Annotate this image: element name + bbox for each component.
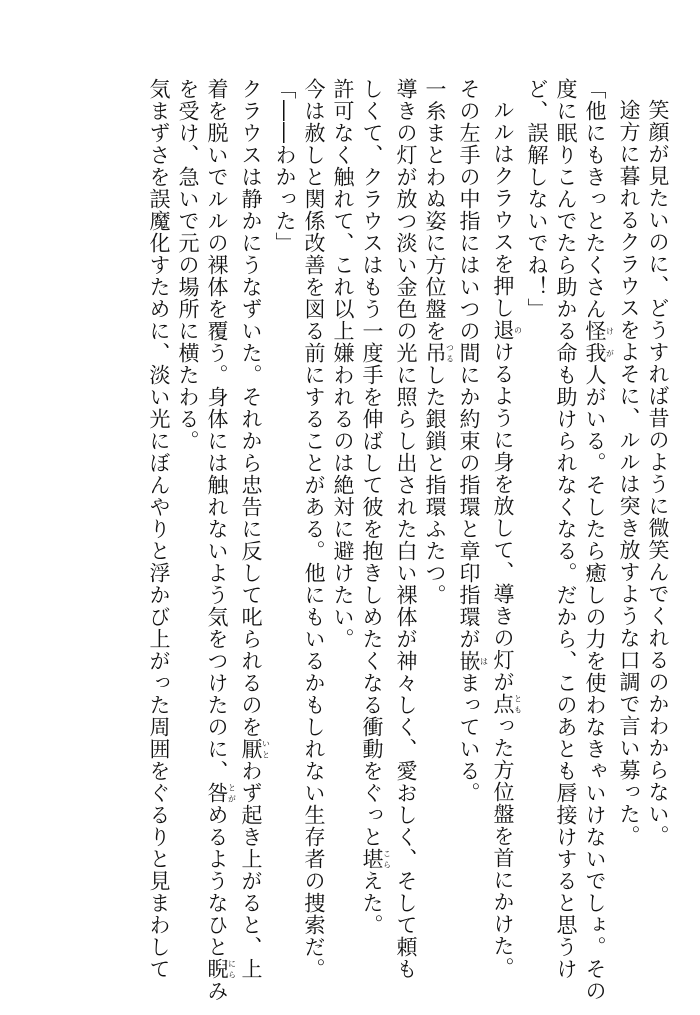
ruby-text: こら bbox=[382, 848, 392, 870]
paragraph-3-line-3 bbox=[522, 78, 551, 978]
paragraph-6: 一糸まとわぬ姿に方位盤を吊つるした銀鎖と指環ふたつ。 bbox=[423, 78, 455, 606]
paragraph-11-line-2: 着を脱いでルルの裸体を覆う。身体には触れないよう気をつけたのに、咎とがめるようなひと睨にらみ bbox=[205, 78, 237, 1002]
ruby-noke: 退の bbox=[491, 319, 523, 341]
ruby-nira: 睨にら bbox=[205, 958, 237, 980]
ruby-kora: 堪こら bbox=[360, 848, 392, 870]
ruby-text: は bbox=[479, 650, 489, 672]
ruby-tsuru: 吊つる bbox=[423, 342, 455, 364]
ruby-text: けが bbox=[605, 320, 615, 364]
ruby-tomo: 点とも bbox=[491, 693, 523, 715]
paragraph-11-line-3 bbox=[173, 78, 202, 978]
ruby-text: とが bbox=[227, 782, 237, 804]
text-line: 「――わかった」 bbox=[273, 78, 297, 254]
text-line: を受け、急いで元の場所に横たわる。 bbox=[176, 78, 200, 452]
paragraph-11-line-1: クラウスは静かにうなずいた。それから忠告に反して叱られるのを厭いとわず起き上がると、上 bbox=[239, 78, 271, 980]
ruby-kega: 怪我けが bbox=[583, 320, 615, 364]
paragraph-3-line-1: 「他にもきっとたくさん怪我けが人がいる。そしたら癒しの力を使わなきゃいけないでしょ。その bbox=[583, 78, 615, 1002]
paragraph-5: その左手の中指にはいつの間にか約束の指環と章印指環が嵌はまっている。 bbox=[457, 78, 489, 804]
paragraph-9 bbox=[299, 78, 328, 978]
paragraph-10 bbox=[270, 78, 299, 978]
text-line: 今は赦しと関係改善を図る前にすることがある。他にもいるかもしれない生存者の捜索だ。 bbox=[302, 78, 326, 980]
ruby-ha: 嵌は bbox=[457, 650, 489, 672]
paragraph-12 bbox=[144, 78, 173, 978]
text-line: 度に眠りこんでたら助かる命も助けられなくなる。だから、このあとも唇接けすると思うけ bbox=[554, 78, 578, 980]
text-line: 許可なく触れて、これ以上嫌われるのは絶対に避けたい。 bbox=[331, 78, 355, 650]
paragraph-1 bbox=[643, 78, 672, 978]
ruby-text: いと bbox=[261, 738, 271, 760]
text-line: ど、誤解しないでね！」 bbox=[525, 78, 549, 320]
text-line: 気まずさを誤魔化すために、淡い光にぼんやりと浮かび上がった周囲をぐるりと見まわして bbox=[147, 78, 171, 980]
text-line: 笑顔が見たいのに、どうすれば昔のように微笑んでくれるのかわからない。 bbox=[646, 99, 670, 847]
ruby-ito: 厭いと bbox=[239, 738, 271, 760]
text-line: 導きの灯が放つ淡い金色の光に照らし出された白い裸体が神々しく、愛おしく、そして頼も bbox=[394, 78, 418, 980]
ruby-text: つる bbox=[445, 342, 455, 364]
ruby-text: とも bbox=[513, 693, 523, 715]
paragraph-4: ルルはクラウスを押し退のけるように身を放して、導きの灯が点ともった方位盤を首にかけた。 bbox=[491, 99, 523, 979]
ruby-toga: 咎とが bbox=[205, 782, 237, 804]
vertical-text-body bbox=[144, 78, 672, 1002]
paragraph-8 bbox=[328, 78, 357, 978]
text-line: 途方に暮れるクラウスをよそに、ルルは突き放すような口調で言い募った。 bbox=[617, 99, 641, 847]
ruby-text: の bbox=[513, 319, 523, 341]
paragraph-7-line-1 bbox=[391, 78, 420, 978]
paragraph-3-line-2 bbox=[551, 78, 580, 978]
paragraph-2 bbox=[614, 78, 643, 978]
ruby-text: にら bbox=[227, 958, 237, 980]
paragraph-7-line-2: しくて、クラウスはもう一度手を伸ばして彼を抱きしめたくなる衝動をぐっと堪こらえた。 bbox=[360, 78, 392, 936]
